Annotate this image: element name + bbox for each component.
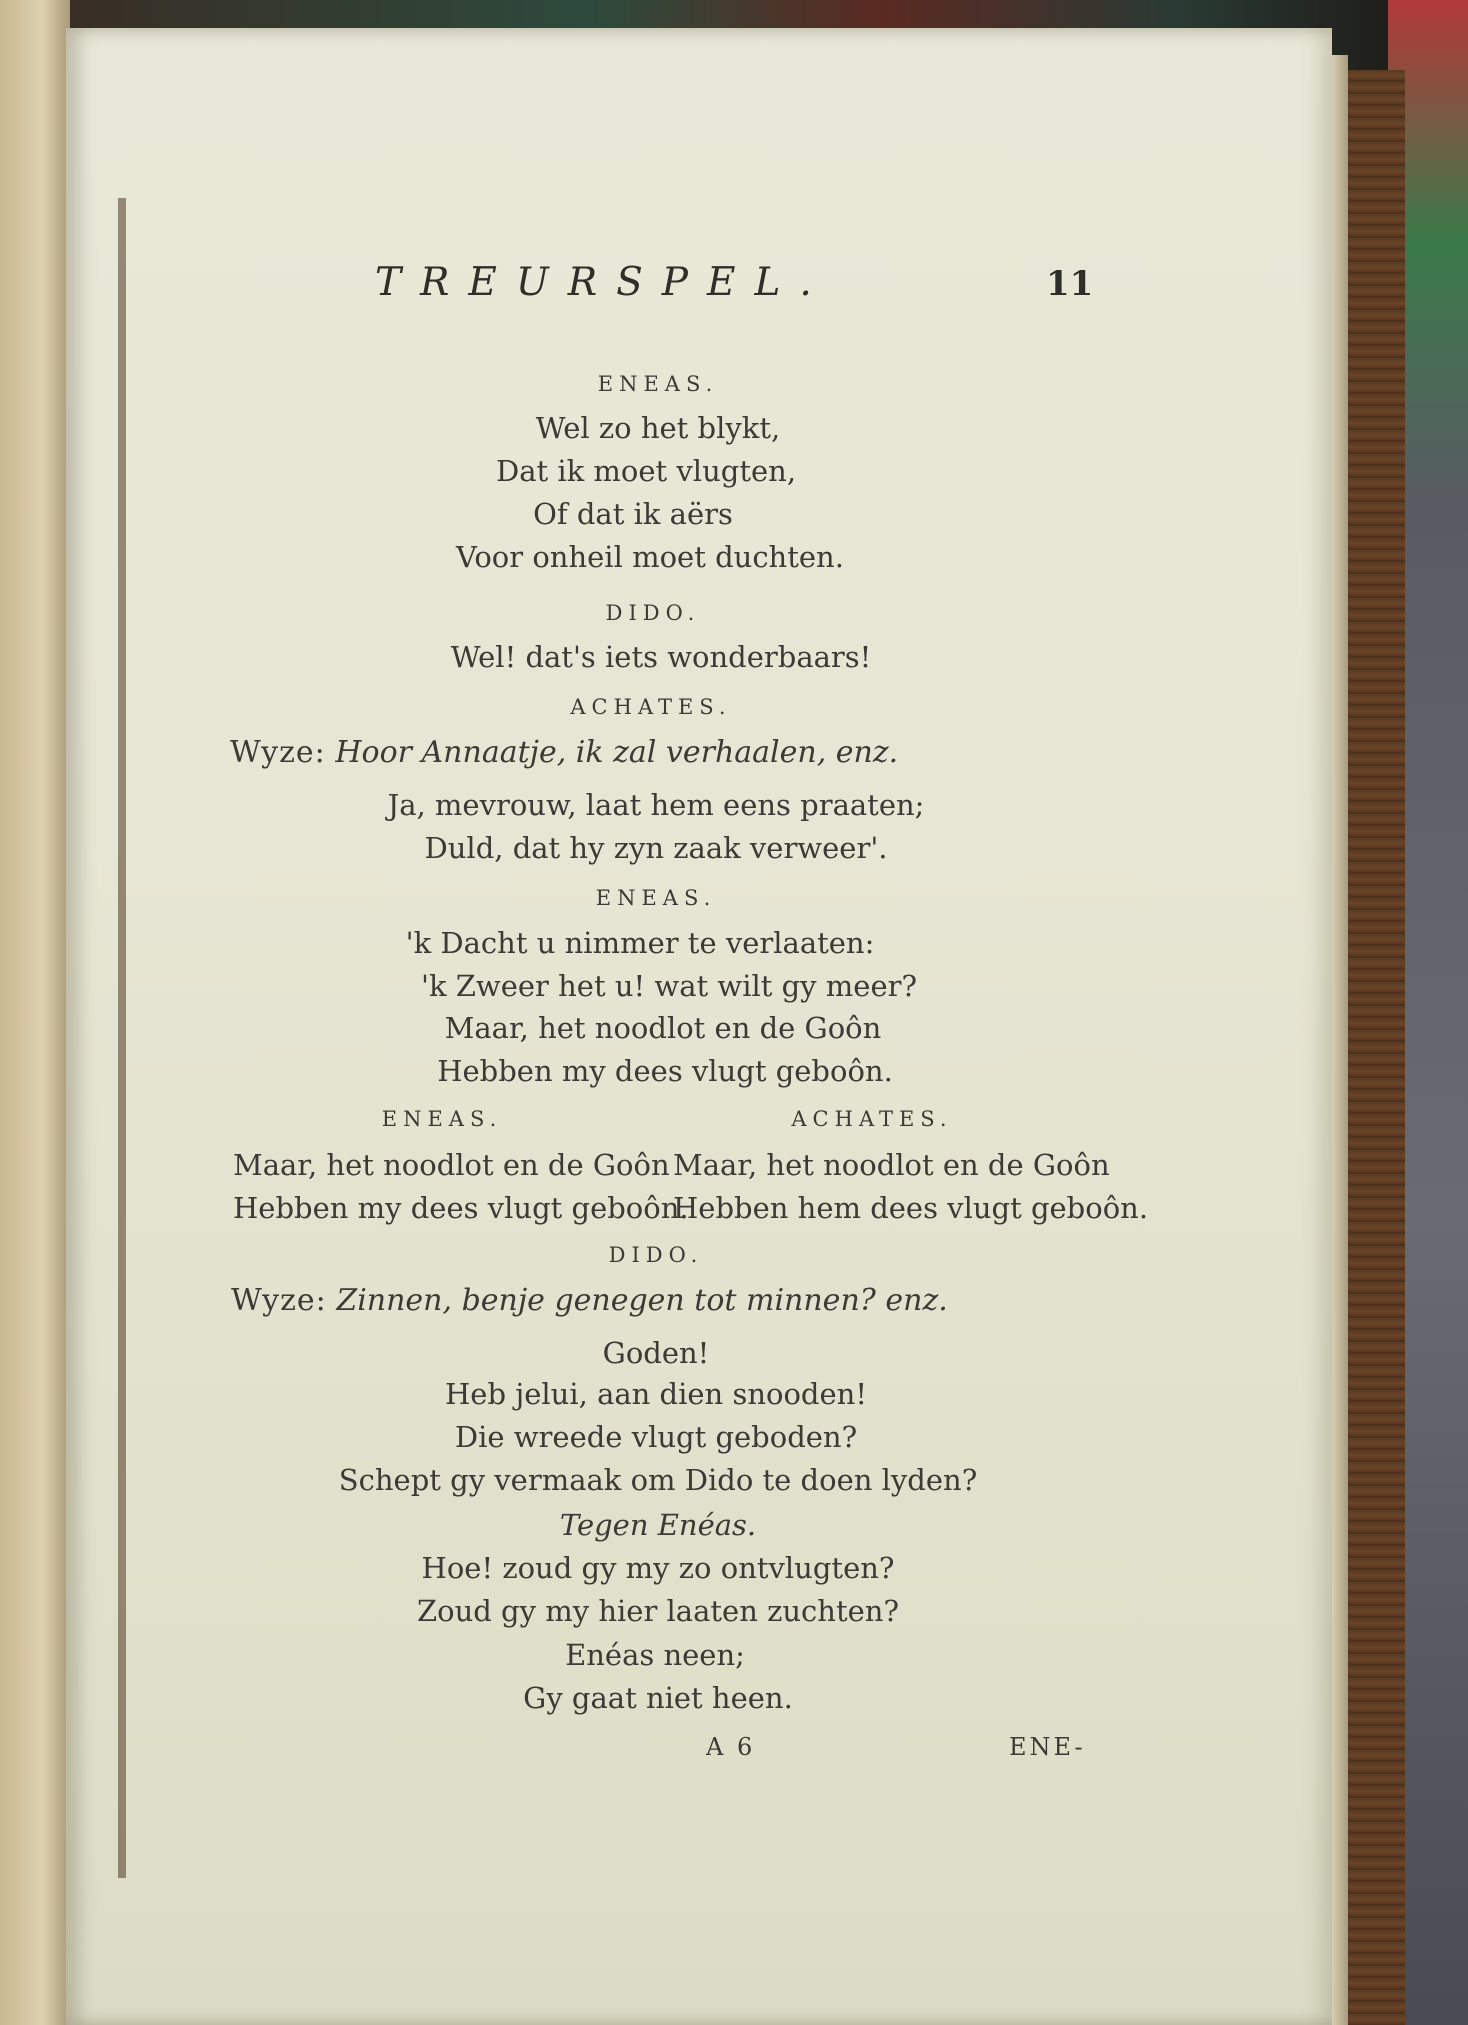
page-number: 11 <box>1046 264 1094 304</box>
tune-name: Hoor Annaatje, ik zal verhaalen, enz. <box>335 735 899 770</box>
signature-mark: A 6 <box>706 1733 756 1761</box>
verse-line: Heb jelui, aan dien snooden! <box>445 1377 867 1411</box>
verse-line: Zoud gy my hier laaten zuchten? <box>416 1594 900 1628</box>
verse-line: Wel! dat's iets wonderbaars! <box>450 640 872 674</box>
verse-line: Ja, mevrouw, laat hem eens praaten; <box>387 788 925 822</box>
speaker-eneas: ENEAS. <box>595 886 717 910</box>
duet-line-left: Maar, het noodlot en de Goôn <box>233 1148 670 1182</box>
verse-line: Gy gaat niet heen. <box>523 1681 793 1715</box>
verse-line: Hoe! zoud gy my zo ontvlugten? <box>421 1551 895 1585</box>
verse-line: Hebben my dees vlugt geboôn. <box>437 1054 893 1088</box>
binding-gutter <box>118 198 126 1878</box>
speaker-dido: DIDO. <box>605 601 701 625</box>
speaker-achates: ACHATES. <box>570 695 732 719</box>
verse-line: Of dat ik aërs <box>533 497 733 531</box>
stage-direction: Tegen Enéas. <box>559 1508 757 1542</box>
duet-line-right: Hebben hem dees vlugt geboôn. <box>673 1191 1149 1225</box>
tune-name: Zinnen, benje genegen tot minnen? enz. <box>336 1283 948 1318</box>
verse-line: 'k Zweer het u! wat wilt gy meer? <box>420 969 918 1003</box>
tune-indication <box>230 735 898 770</box>
verse-line: 'k Dacht u nimmer te verlaaten: <box>405 926 875 960</box>
verse-line: Wel zo het blykt, <box>535 411 781 445</box>
duet-line-right: Maar, het noodlot en de Goôn <box>673 1148 1110 1182</box>
verse-line: Die wreede vlugt geboden? <box>454 1420 858 1454</box>
tune-label: Wyze: <box>230 735 326 770</box>
verse-line: Maar, het noodlot en de Goôn <box>444 1011 882 1045</box>
book-page <box>66 28 1332 2025</box>
speaker-eneas: ENEAS. <box>381 1107 503 1131</box>
verse-line: Voor onheil moet duchten. <box>456 540 844 574</box>
catchword: ENE- <box>1009 1733 1086 1761</box>
running-header: TREURSPEL. <box>375 260 831 305</box>
left-page-edge <box>0 0 70 2025</box>
verse-line: Schept gy vermaak om Dido te doen lyden? <box>338 1463 978 1497</box>
speaker-dido: DIDO. <box>608 1243 704 1267</box>
verse-line: Duld, dat hy zyn zaak verweer'. <box>424 831 888 865</box>
speaker-eneas: ENEAS. <box>597 372 719 396</box>
tune-label: Wyze: <box>231 1283 327 1318</box>
verse-line: Enéas neen; <box>565 1638 745 1672</box>
verse-line: Goden! <box>602 1336 710 1370</box>
verse-line: Dat ik moet vlugten, <box>495 454 797 488</box>
speaker-achates: ACHATES. <box>791 1107 953 1131</box>
duet-line-left: Hebben my dees vlugt geboôn. <box>233 1191 689 1225</box>
tune-indication <box>231 1283 948 1318</box>
